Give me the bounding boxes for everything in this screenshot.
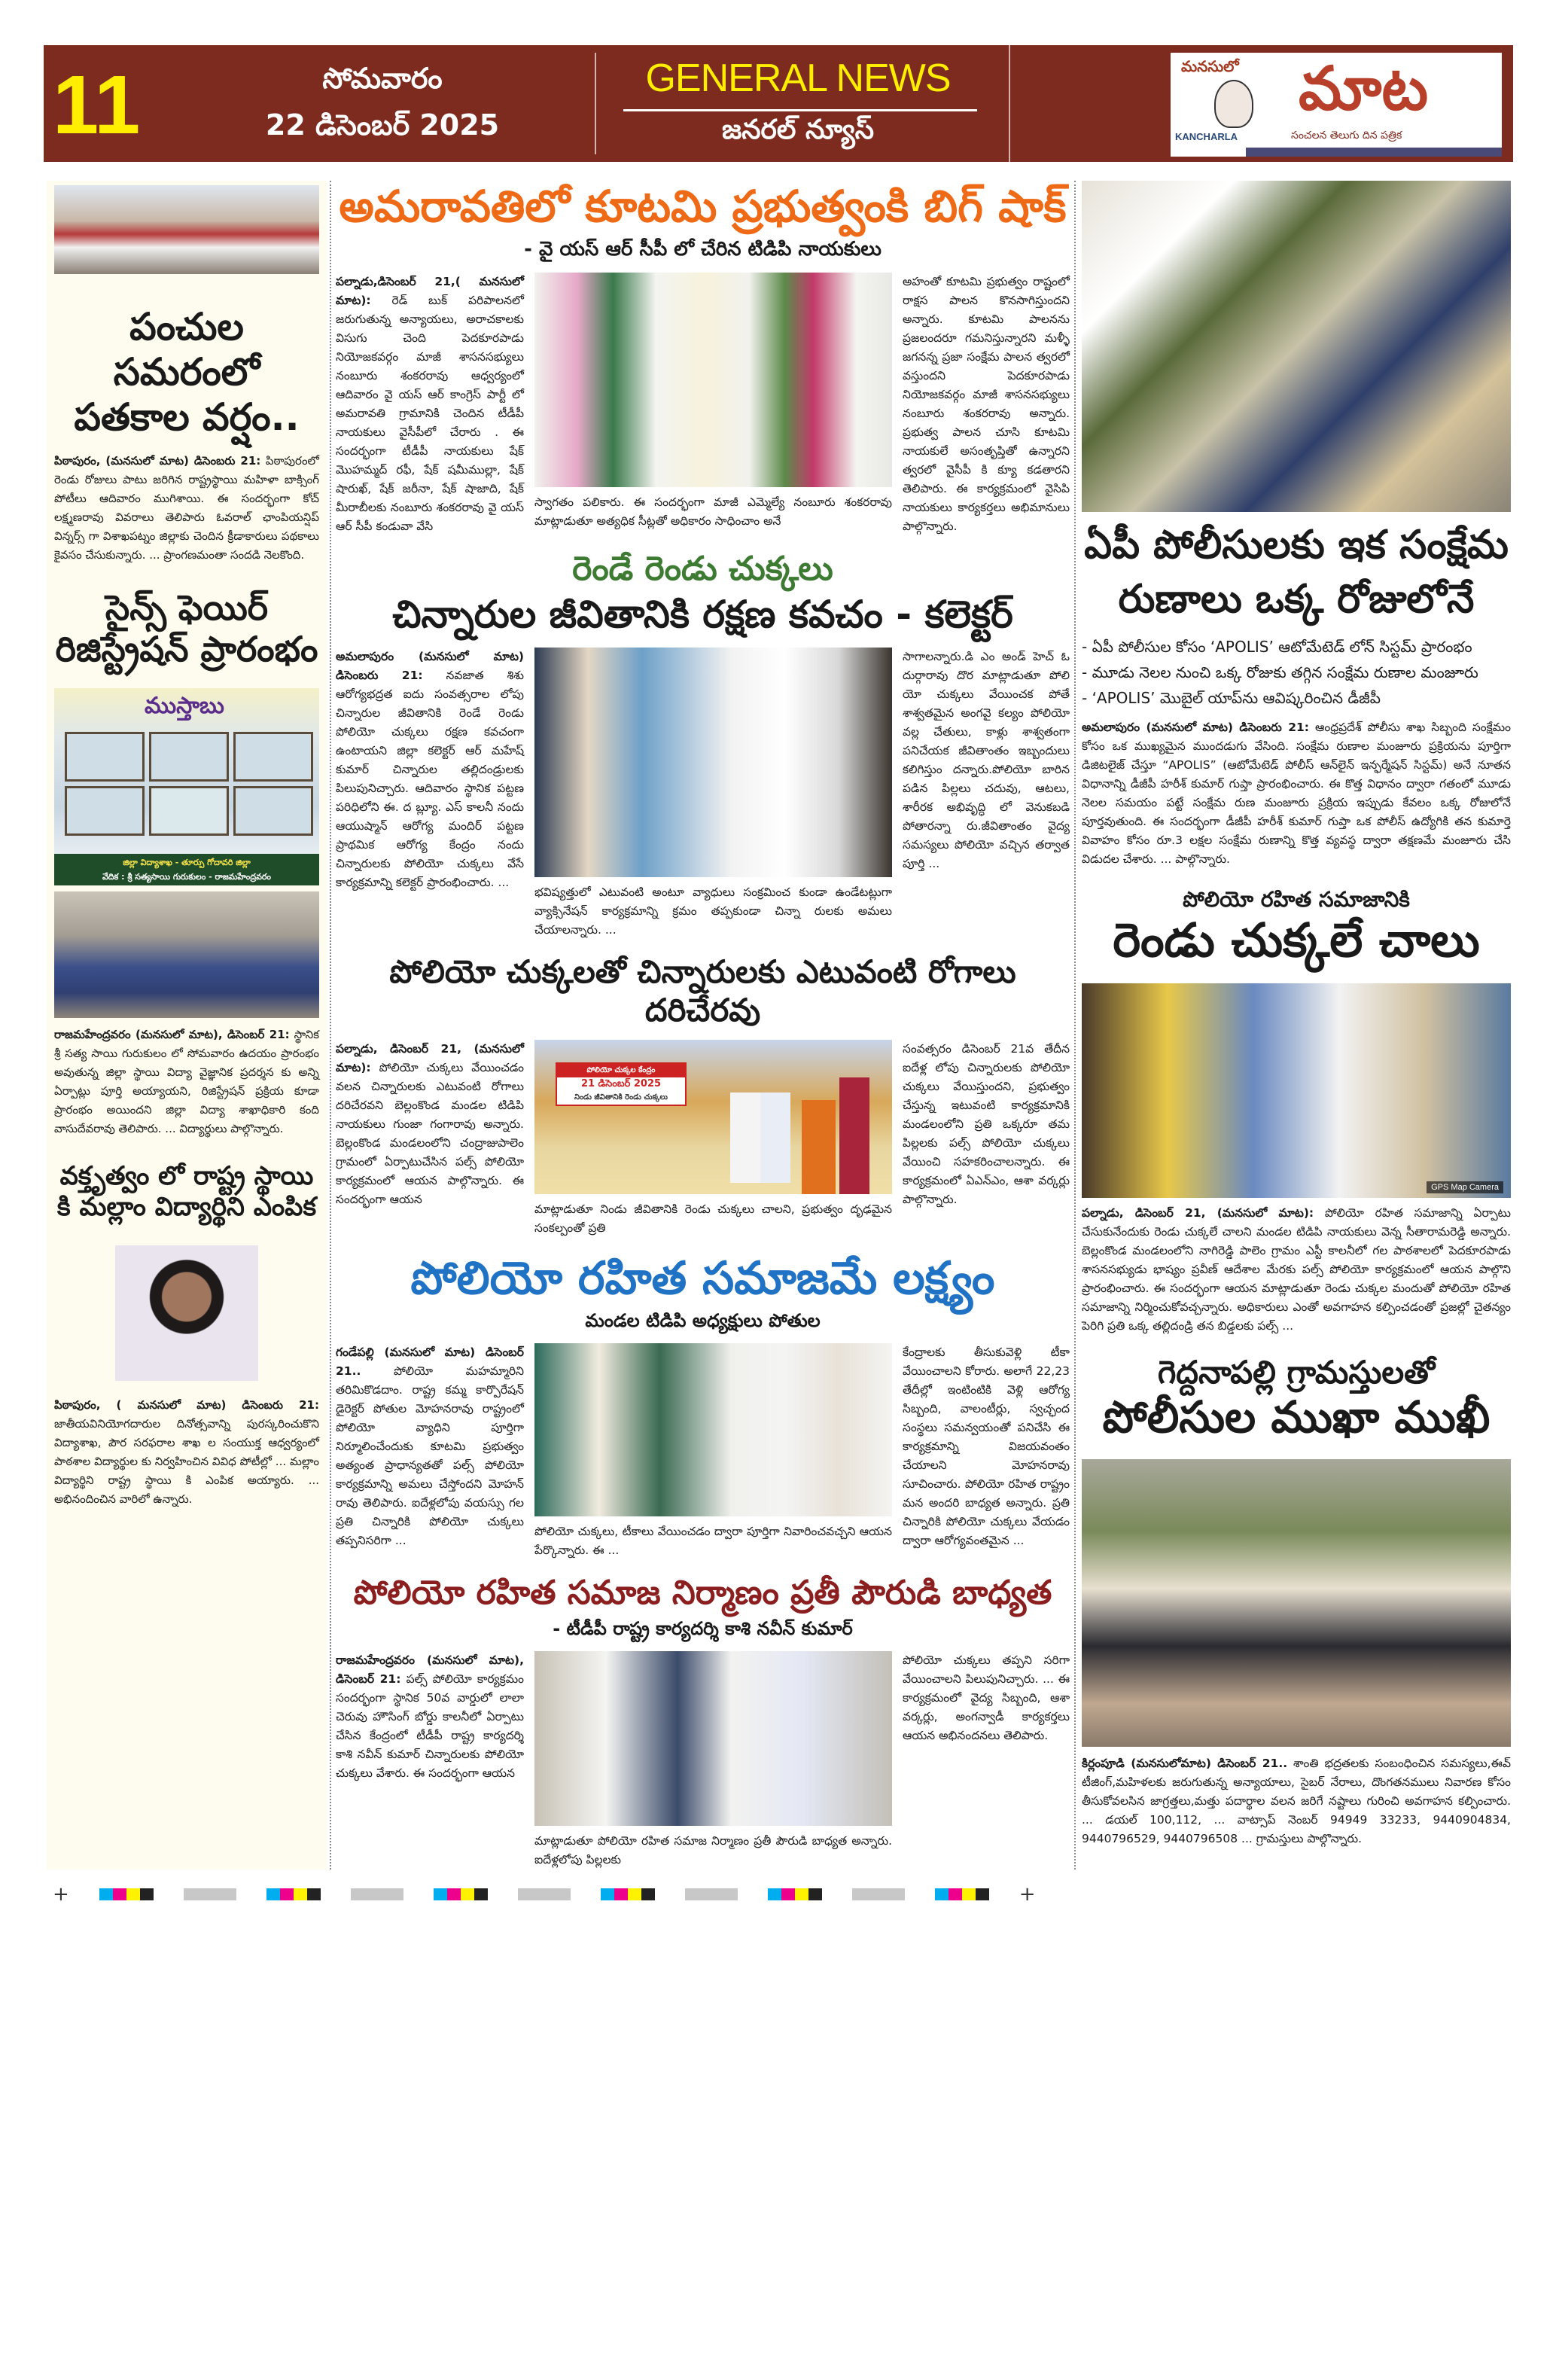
article-body: ఆంధ్రప్రదేశ్ పోలీసు శాఖ సిబ్బంది సంక్షేమం కోసం ఒక ముఖ్యమైన ముందడుగు వేసింది. సంక్షేమ రుణాల మంజూరు ప్రక్రియను పూర్తిగా డిజిటలైజ్ చేస్తూ “APOLIS” (ఆటోమేటెడ్ పోలీస్ ఆన్‌లైన్ ఇన్ఫర్మేషన్ సిస్టమ్) అనే నూతన విధానాన్ని డీజీపీ హరీశ్ కుమార్ గుప్తా ప్రారంభించారు. ఈ కొత్త విధానం ద్వారా గతంలో మూడు నెలల సమయం పట్టే సంక్షేమ రుణ మంజూరు ప్రక్రియ ఇప్పుడు కేవలం ఒక్క రోజులోనే పూర్తవుతుంది. ఈ సందర్భంగా డీజీపీ హరీశ్ కుమార్ గుప్తా ఒక పోలీస్ ఉద్యోగికి తన కుమార్తె వివాహం కోసం రూ.3 లక్షల సంక్షేమ రుణాన్ని కొత్త వ్యవస్థ ద్వారా తక్షణమే మంజూరు చేసి విడుదల చేశారు. ... పాల్గొన్నారు.	[1082, 721, 1512, 866]
polio-free-goal-article	[336, 1343, 1070, 1560]
two-drops-kicker: పోలియో రహిత సమాజానికి	[1183, 887, 1410, 912]
cmyk-swatch	[434, 1888, 488, 1900]
amaravati-photo	[534, 273, 892, 487]
geddanapalli-photo	[1082, 1459, 1511, 1747]
apolis-highlights	[1082, 634, 1511, 711]
polio-duty-col-1	[336, 1651, 524, 1870]
logo-tagline: సంచలన తెలుగు దిన పత్రిక	[1291, 130, 1402, 142]
collector-headline: చిన్నారుల జీవితానికి రక్షణ కవచం - కలెక్టర్	[392, 593, 1013, 637]
poster-panel	[233, 732, 313, 782]
poster-panel	[65, 786, 145, 836]
poster-panel	[65, 732, 145, 782]
science-fair-photo	[54, 891, 319, 1018]
boxing-photo	[54, 185, 319, 274]
cmyk-swatch	[768, 1888, 822, 1900]
masthead-divider	[1009, 45, 1010, 162]
print-color-bar	[53, 1882, 1556, 1906]
highlight-item: - మూడు నెలల నుంచి ఒక్క రోజుకు తగ్గిన సంక్షేమ రుణాల మంజూరు	[1082, 663, 1478, 681]
apolis-headline: ఏపీ పోలీసులకు ఇక సంక్షేమ రుణాలు ఒక్క రోజులోనే	[1084, 523, 1509, 622]
collector-photo	[534, 648, 892, 877]
article-body: స్థానిక శ్రీ సత్య సాయి గురుకులం లో సోమవారం ఉదయం ప్రారంభం అవుతున్న జిల్లా స్థాయి విద్యా వైజ్ఞానిక ప్రదర్శన కు అన్ని ఏర్పాట్లు పూర్తి అయ్యాయని, రిజిస్ట్రేషన్ ప్రక్రియ కూడా ప్రారంభం అయిందని జిల్లా విద్యా శాఖాధికారి కంది వాసుదేవరావు తెలిపారు. ... విద్యార్థులు పాల్గొన్నారు.	[54, 1028, 319, 1136]
dateline: రాజమహేంద్రవరం (మనసులో మాట), డిసెంబర్ 21:	[54, 1028, 290, 1042]
poster-panel	[149, 732, 229, 782]
article-body: జాతీయవినియోగదారుల దినోత్సవాన్ని పురస్కరించుకొని విద్యాశాఖ, పౌర సరఫరాల శాఖ ల సంయుక్త ఆధ్వర్యంలో పాఠశాల విద్యార్థుల కు నిర్వహించిన వివిధ పోటీల్లో ... మల్లాం విద్యార్థిని రాష్ట్ర స్థాయి కి ఎంపిక అయ్యారు. ... అభినందించిన వారిలో ఉన్నారు.	[54, 1416, 319, 1506]
page-columns	[47, 181, 1556, 1870]
grey-swatch	[685, 1888, 738, 1900]
poster-title: ముస్తాబు	[145, 693, 224, 720]
polio-duty-col-3: పోలియో చుక్కలు తప్పని సరిగా వేయించాలని పిలుపునిచ్చారు. ... ఈ కార్యక్రమంలో వైద్య సిబ్బంది, ఆశా వర్కర్లు, అంగన్వాడీ కార్యకర్తలు ఆయన అభినందనలు తెలిపారు.	[903, 1653, 1070, 1742]
photo-watermark: GPS Map Camera	[1427, 1181, 1503, 1193]
banner-line: నిండు జీవితానికి రెండు చుక్కలు	[574, 1093, 668, 1102]
science-fair-article	[54, 1025, 319, 1138]
cmyk-swatch	[266, 1888, 321, 1900]
newspaper-logo	[1171, 53, 1502, 157]
polio-duty-headline: పోలియో రహిత సమాజ నిర్మాణం ప్రతీ పౌరుడి బాధ్యత	[353, 1574, 1052, 1613]
amaravati-article	[336, 273, 1070, 536]
article-body: పల్స్ పోలియో కార్యక్రమం సందర్భంగా స్థానిక 50వ వార్డులో లాలా చెరువు హౌసింగ్ బోర్డు కాలనీలో ఏర్పాటు చేసిన కేంద్రంలో టీడీపీ రాష్ట్ర కార్యదర్శి కాశి నవీన్ కుమార్ చిన్నారులకు పోలియో చుక్కలు వేశారు. ఈ సందర్భంగా ఆయన	[336, 1671, 524, 1780]
polio-free-goal-col-2: పోలియో చుక్కలు, టీకాలు వేయించడం ద్వారా పూర్తిగా నివారించవచ్చని ఆయన పేర్కొన్నారు. ఈ ...	[534, 1525, 892, 1558]
apolis-launch-photo	[1082, 181, 1511, 512]
highlight-item: - ‘APOLIS’ మొబైల్ యాప్‌ను ఆవిష్కరించిన డీజీపీ	[1082, 689, 1381, 707]
registration-mark-icon: +	[53, 1882, 69, 1906]
polio-duty-article	[336, 1651, 1070, 1870]
dateline: పిఠాపురం, ( మనసులో మాట) డిసెంబరు 21:	[54, 1397, 319, 1412]
two-drops-photo	[1082, 983, 1511, 1198]
article-body: శాంతి భద్రతలకు సంబంధించిన సమస్యలు,ఈవ్ టీజింగ్,మహిళలకు జరుగుతున్న అన్యాయాలు, సైబర్ నేరాలు, దొంగతనములు నివారణ కోసం తీసుకోవలసిన జాగ్రత్తలు,మత్తు పదార్థాల వలన జరిగే నష్టాలు గురించి అవగాహన కల్పించారు. ... డయల్ 100,112, ... వాట్సాప్ నెంబర్ 94949 33233, 9440904834, 9440796529, 9440796508 ... గ్రామస్తులు పాల్గొన్నారు.	[1082, 1756, 1511, 1845]
polio-duty-photo	[534, 1651, 892, 1826]
article-body: పోలియో చుక్కలు వేయించడం వలన చిన్నారులకు ఎటువంటి రోగాలు దరిచేరవని బెల్లంకొండ మండల టిడిపి నాయకులు గుంజా గంగారావు అన్నారు. బెల్లంకొండ మండలంలోని చంద్రాజుపాలెం గ్రామంలో ఏర్పాటుచేసిన పల్స్ పోలియో కార్యక్రమంలో ఆయన పాల్గొన్నారు. ఈ సందర్భంగా ఆయన	[336, 1061, 524, 1207]
right-column	[1079, 181, 1511, 1870]
student-portrait	[115, 1245, 258, 1381]
masthead-divider	[595, 53, 596, 154]
column-divider	[330, 181, 331, 1870]
polio-duty-subhead: - టీడీపీ రాష్ట్ర కార్యదర్శి కాశి నవీన్ కుమార్	[553, 1617, 853, 1639]
polio-free-goal-col-1	[336, 1343, 524, 1560]
collector-kicker: రెండే రెండు చుక్కలు	[572, 549, 833, 588]
man-figure	[839, 1077, 869, 1194]
grey-swatch	[184, 1888, 236, 1900]
science-fair-headline: సైన్స్ ఫెయిర్ రిజిస్ట్రేషన్ ప్రారంభం	[55, 587, 318, 670]
page-number: 11	[53, 59, 141, 151]
left-column	[47, 181, 327, 1870]
boxing-headline: పంచుల సమరంలో పతకాల వర్షం..	[74, 305, 300, 439]
poster-footer	[54, 854, 319, 885]
amaravati-col-2: స్వాగతం పలికారు. ఈ సందర్భంగా మాజీ ఎమ్మెల్యే నంబూరు శంకరరావు మాట్లాడుతూ అత్యధిక సీట్లతో అధికారం సాధించాం అనే	[534, 495, 892, 528]
logo-brand: KANCHARLA	[1175, 131, 1238, 142]
logo-small-text: మనసులో	[1181, 57, 1239, 75]
amaravati-col-3: అహంతో కూటమి ప్రభుత్వం రాష్టంలో రాక్షస పాలన కొనసాగిస్తుందని అన్నారు. కూటమి పాలనను ప్రజలందరూ గమనిస్తున్నారని మళ్ళీ జగనన్న ప్రజా సంక్షేమ పాలన త్వరలో వస్తుందని పెదకూరపాడు నియోజకవర్గం మాజీ శాసనసభ్యులు నంబూరు శంకరరావు అన్నారు. ప్రభుత్వ పాలన చూసి కూటమి నాయకులే అసంతృప్తితో ఉన్నారని త్వరలో వైసీపీ కి క్యూ కడతారని తెలిపారు. ఈ కార్యక్రమంలో వైసిపి నాయకులు కార్యకర్తలు అభిమానులు పాల్గొన్నారు.	[903, 274, 1070, 533]
collector-col-2: భవిష్యత్తులో ఎటువంటి అంటూ వ్యాధులు సంక్రమించ కుండా ఉండేటట్లుగా వ్యాక్సినేషన్ కార్యక్రమాన్ని క్రమం తప్పకుండా చిన్నా రులకు అమలు చేయాలన్నారు. ...	[534, 885, 892, 937]
polio-free-goal-headline: పోలియో రహిత సమాజమే లక్ష్యం	[410, 1252, 995, 1306]
cmyk-swatch	[935, 1888, 989, 1900]
polio-no-disease-col-1	[336, 1040, 524, 1238]
geddanapalli-headline: పోలీసుల ముఖా ముఖీ	[1102, 1391, 1491, 1443]
apolis-article	[1082, 718, 1511, 869]
two-drops-article	[1082, 1204, 1511, 1336]
cmyk-swatch	[99, 1888, 154, 1900]
highlight-item: - ఏపీ పోలీసుల కోసం ‘APOLIS’ ఆటోమేటెడ్ లోన్ సిస్టమ్ ప్రారంభం	[1082, 638, 1472, 656]
mustabu-poster	[54, 688, 319, 885]
section-title-en: GENERAL NEWS	[645, 56, 951, 100]
amaravati-subhead: - వై యస్ ఆర్ సీపీ లో చేరిన టిడిపి నాయకులు	[524, 237, 882, 261]
dateline: పల్నాడు,డిసెంబర్ 21,( మనసులో మాట):	[336, 274, 524, 307]
grey-swatch	[852, 1888, 905, 1900]
center-column	[334, 181, 1071, 1870]
article-body: పోలియో రహిత సమాజాన్ని ఏర్పాటు చేసుకునేందుకు రెండు చుక్కలే చాలని మండల టిడిపి నాయకులు వెన్న సీతారామరెడ్డి అన్నారు. బెల్లంకొండ మండలంలోని నాగిరెడ్డి పాలెం గ్రామం ఎస్టీ కాలనీలో గల పాఠశాలలో పెదకూరపాడు శాసనసభ్యుడు భాష్యం ప్రవీణ్ ఆదేశాల మేరకు పల్స్ పోలియో కార్యక్రమంలో ఆయన పాల్గొని ప్రారంభించారు. ఈ సందర్భంగా ఆయన మాట్లాడుతూ రెండు చుక్కల మందుతో పోలియో రహిత సమాజాన్ని నిర్మించుకోవచ్చన్నారు. అధికారులు ఎంతో అవగాహన కల్పించడంతో ప్రజల్లో చైతన్యం పెరిగి ప్రతి ఒక్క తల్లిదండ్రి తన బిడ్డలకు పల్స్ ...	[1082, 1205, 1511, 1333]
poster-panel	[149, 786, 229, 836]
amaravati-headline: అమరావతిలో కూటమి ప్రభుత్వంకి బిగ్ షాక్	[339, 181, 1067, 232]
polio-no-disease-headline: పోలియో చుక్కలతో చిన్నారులకు ఎటువంటి రోగాలు దరిచేరవు	[389, 953, 1016, 1028]
polio-no-disease-col-3: సంవత్సరం డిసెంబర్ 21వ తేదీన ఐదేళ్ల లోపు చిన్నారులకు పోలియో చుక్కలు వేయిస్తుందని, ప్రభుత్వం చేస్తున్న ఇటువంటి కార్యక్రమానికి మండలంలోని ప్రతి ఒక్కరూ తమ పిల్లలకు పల్స్ పోలియో చుక్కలు వేయించి సహకరించాలన్నారు. ఈ కార్యక్రమంలో ఏఎన్ఎం, ఆశా వర్కర్లు పాల్గొన్నారు.	[903, 1042, 1070, 1207]
banner-date: 21 డిసెంబర్ 2025	[580, 1078, 662, 1090]
boxing-article	[54, 452, 319, 565]
dateline: పల్నాడు, డిసెంబర్ 21, (మనసులో మాట):	[336, 1042, 524, 1075]
cmyk-swatch	[601, 1888, 655, 1900]
poster-footer-line: వేదిక : శ్రీ సత్యసాయి గురుకులం - రాజమహేంద్రవరం	[102, 872, 272, 882]
asha-worker-figure	[760, 1092, 790, 1183]
elocution-article	[54, 1396, 319, 1509]
section-title-te: జనరల్ న్యూస్	[721, 114, 875, 145]
polio-duty-col-2: మాట్లాడుతూ పోలియో రహిత సమాజ నిర్మాణం ప్రతీ పౌరుడి బాధ్యత అన్నారు. ఐదేళ్లలోపు పిల్లలకు	[534, 1833, 892, 1867]
amaravati-col-1	[336, 273, 524, 536]
banner-title: పోలియో చుక్కల కేంద్రం	[557, 1064, 685, 1077]
collector-col-3: సాగాలన్నారు.డి ఎం అండ్ హెచ్ ఓ దుర్గారావు దొర మాట్లాడుతూ పోలి యో చుక్కలు వేయించక పోతే శాశ్వతమైన అంగవై కల్యం పోలియో వల్ల చేతులు, కాళ్లు శాశ్వతంగా పనిచేయక జీవితాంతం ఇబ్బందులు కలిగిస్తుం దన్నారు.పోలియో బారిన పడిన పిల్లలు చదువు, ఆటలు, శారీరక అభివృద్ధి లో వెనుకబడి పోతారన్నా రు.జీవితాంతం వైద్య సమస్యలు పోలియో వచ్చిన తర్వాత పూర్తి ...	[903, 650, 1070, 871]
elocution-headline: వక్తృత్వం లో రాష్ట్ర స్థాయి కి మల్లాం విద్యార్థిని ఎంపిక	[56, 1161, 317, 1223]
registration-mark-icon: +	[1019, 1882, 1036, 1906]
polio-free-goal-col-3: కేంద్రాలకు తీసుకువెళ్లి టీకా వేయించాలని కోరారు. అలాగే 22,23 తేదీల్లో ఇంటింటికి వెళ్లి ఆరోగ్య సిబ్బంది, వాలంటీర్లు, స్వచ్ఛంద సంస్థలు సమన్వయంతో పనిచేసి ఈ కార్యక్రమాన్ని విజయవంతం చేయాలని మోహనరావు సూచించారు. పోలియో రహిత రాష్ట్రం మన అందరి బాధ్యత అన్నారు. ప్రతి చిన్నారికి పోలియో చుక్కలు వేయడం ద్వారా ఆరోగ్యవంతమైన ...	[903, 1345, 1070, 1548]
article-body: పోలియో మహమ్మారిని తరిమికొడదాం. రాష్ట్ర కమ్మ కార్పొరేషన్ డైరెక్టర్ పోతుల మోహనరావు రాష్ట్రంలో పోలియో వ్యాధిని పూర్తిగా నిర్మూలించేందుకు కూటమి ప్రభుత్వం అత్యంత ప్రాధాన్యతతో పల్స్ పోలియో కార్యక్రమాన్ని అమలు చేస్తోందని మోహన్ రావు తెలిపారు. ఐదేళ్లలోపు వయస్సు గల ప్రతి చిన్నారికి పోలియో చుక్కలు తప్పనిసరిగా ...	[336, 1364, 524, 1548]
dateline: పిఠాపురం, (మనసులో మాట) డిసెంబరు 21:	[54, 454, 261, 468]
logo-bar	[1246, 148, 1502, 157]
dateline: అమలాపురం (మనసులో మాట) డిసెంబరు 21:	[336, 650, 524, 683]
polio-no-disease-col-2: మాట్లాడుతూ నిండు జీవితానికి రెండు చుక్కలు చాలని, ప్రభుత్వం దృఢమైన సంకల్పంతో ప్రతి	[534, 1202, 892, 1236]
column-divider	[1074, 181, 1076, 1870]
section-title-rule	[623, 109, 977, 111]
grey-swatch	[351, 1888, 403, 1900]
poster-panel	[233, 786, 313, 836]
polio-camp-banner	[556, 1062, 687, 1106]
weekday: సోమవారం	[322, 62, 443, 95]
polio-free-goal-subhead: మండల టిడిపి అధ్యక్షులు పోతుల	[585, 1310, 821, 1332]
logo-big-text: మాట	[1299, 53, 1429, 123]
collector-article	[336, 648, 1070, 940]
article-body: పిఠాపురంలో రెండు రోజులు పాటు జరిగిన రాష్ట్రస్థాయి మహిళా బాక్సింగ్ పోటీలు ఆదివారం ముగిశాయి. ఈ సందర్భంగా కోచ్ లక్ష్మణరావు వివరాలు తెలిపారు ఓవరాల్ ఛాంపియన్షిప్ విన్నర్స్ గా విశాఖపట్నం జిల్లాకు చెందిన క్రీడాకారులు పథకాలు కైవసం చేసుకున్నారు. ... ప్రాంగణమంతా సందడి నెలకొంది.	[54, 454, 319, 562]
dateline: అమలాపురం (మనసులో మాట) డిసెంబరు 21:	[1082, 721, 1309, 734]
masthead	[44, 45, 1513, 162]
polio-no-disease-article	[336, 1040, 1070, 1238]
two-drops-headline: రెండు చుక్కలే చాలు	[1113, 912, 1480, 968]
dateline: గండేపల్లి (మనసులో మాట) డిసెంబర్ 21..	[336, 1345, 524, 1379]
geddanapalli-article	[1082, 1754, 1511, 1848]
grey-swatch	[518, 1888, 571, 1900]
founder-portrait-icon	[1214, 80, 1253, 128]
article-body: నవజాత శిశు ఆరోగ్యభద్రత ఐదు సంవత్సరాల లోపు చిన్నారుల జీవితానికి రెండే రెండు పోలియో చుక్కలు రక్షణ కవచంగా ఉంటాయని జిల్లా కలెక్టర్ ఆర్ మహేష్ కుమార్ చిన్నారుల తల్లిదండ్రులకు పిలుపునిచ్చారు. ఆదివారం స్థానిక పట్టణ పరిధిలోని ఈ. ద బ్ల్యూ. ఎస్ కాలనీ నందు ఆయుష్మాన్ ఆరోగ్య మందిర్ పట్టణ ప్రాథమిక ఆరోగ్య కేంద్రం నందు చిన్నారులకు పోలియో చుక్కలు వేసే కార్యక్రమాన్ని కలెక్టర్ ప్రారంభించారు. ...	[336, 669, 524, 890]
poster-footer-line: జిల్లా విద్యాశాఖ - తూర్పు గోదావరి జిల్లా	[123, 858, 251, 868]
article-body: రెడ్ బుక్ పరిపాలనలో జరుగుతున్న అన్యాయలు, అరాచకాలకు విసుగు చెంది పెదకూరపాడు నియోజకవర్గం మాజీ శాసనసభ్యులు నంబూరు శంకరరావు ఆధ్వర్యంలో ఆదివారం వై యస్ ఆర్ కాంగ్రెస్ పార్టీ లో అమరావతి గ్రామానికి చెందిన టీడీపీ నాయకులు వైసీపీలో చేరారు . ఈ సందర్భంగా టీడీపీ నాయకులు షేక్ మొహమ్మద్ రఫీ, షేక్ షమీముల్లా, షేక్ షారుఖ్, షేక్ జరీనా, షేక్ షాజాది, షేక్ మీరాబీలకు నంబూరు శంకరరావు వై యస్ ఆర్ సీపీ కండువా వేసి	[336, 293, 524, 533]
collector-col-1	[336, 648, 524, 940]
polio-camp-photo	[534, 1040, 892, 1194]
dateline: కిర్లంపూడి (మనసులోమాట) డిసెంబర్ 21..	[1082, 1756, 1288, 1770]
issue-date: 22 డిసెంబర్ 2025	[265, 108, 500, 142]
mother-figure	[802, 1100, 836, 1194]
dateline: పల్నాడు, డిసెంబర్ 21, (మనసులో మాట):	[1082, 1205, 1314, 1220]
geddanapalli-kicker: గెద్దనాపల్లి గ్రామస్తులతో	[1157, 1353, 1436, 1391]
asha-worker-figure	[730, 1092, 760, 1183]
dateline: రాజమహేంద్రవరం (మనసులో మాట), డిసెంబర్ 21:	[336, 1653, 524, 1686]
polio-free-goal-photo	[534, 1343, 892, 1516]
